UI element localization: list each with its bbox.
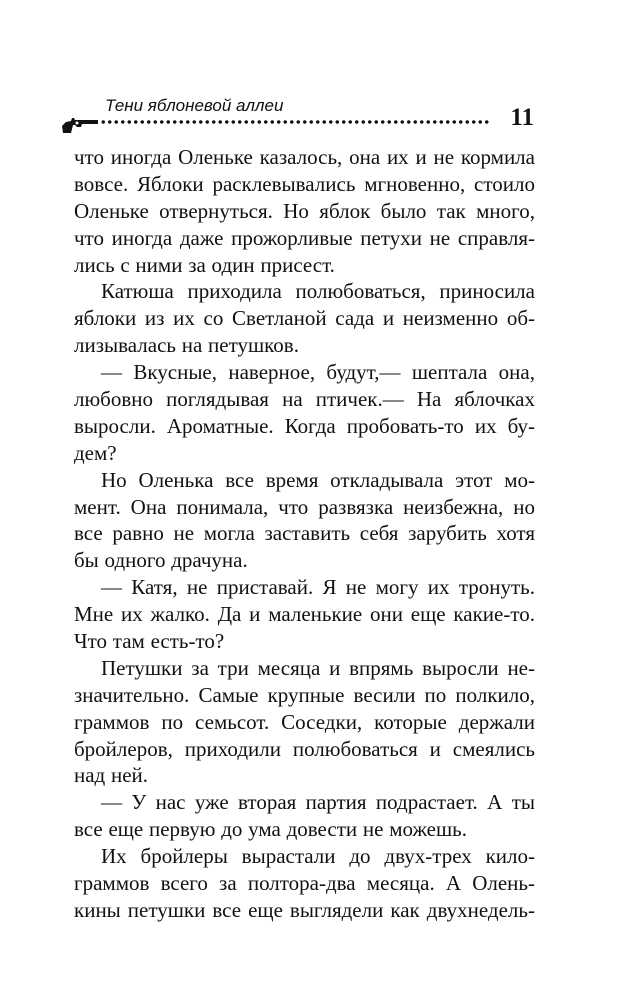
text-line: лись с ними за один присест.: [74, 252, 335, 277]
text-line: яблоки из их со Светланой сада и неизменно об-: [74, 306, 535, 331]
text-line: мент. Она понимала, что развязка неизбежна, но: [74, 494, 535, 519]
text-line: Но Оленька все время откладывала этот мо-: [101, 467, 535, 492]
dot-leader: [100, 118, 490, 126]
text-line: выросли. Ароматные. Когда пробовать-то их бу-: [74, 413, 535, 438]
text-line: Мне их жалко. Да и маленькие они еще какие-то.: [74, 602, 535, 627]
running-header: [60, 96, 534, 136]
text-line: Катюша приходила полюбоваться, приносила: [101, 279, 535, 304]
text-line: над ней.: [74, 763, 149, 788]
revolver-icon: [60, 112, 100, 134]
text-line: кины петушки все еще выглядели как двухнедель-: [74, 897, 535, 922]
text-line: лизывалась на петушков.: [74, 333, 299, 358]
text-line: Что там есть-то?: [74, 629, 225, 654]
text-line: любовно поглядывая на птичек.— На яблочках: [74, 387, 535, 412]
text-line: вовсе. Яблоки расклевывались мгновенно, стоило: [74, 171, 535, 196]
text-line: Их бройлеры вырастали до двух-трех кило-: [101, 844, 535, 869]
text-line: что иногда даже прожорливые петухи не справля-: [74, 225, 535, 250]
body-text: [74, 144, 535, 924]
text-line: что иногда Оленьке казалось, она их и не кормила: [74, 145, 535, 169]
text-line: бы одного драчуна.: [74, 548, 248, 573]
text-line: — У нас уже вторая партия подрастает. А ты: [101, 790, 535, 815]
text-line: все еще первую до ума довести не можешь.: [74, 817, 468, 842]
text-line: Петушки за три месяца и впрямь выросли не-: [101, 655, 535, 680]
text-line: граммов всего за полтора-два месяца. А Олень-: [74, 871, 535, 896]
text-line: все равно не могла заставить себя зарубить хотя: [74, 521, 535, 546]
text-line: значительно. Самые крупные весили по полкило,: [74, 682, 535, 707]
text-line: дем?: [74, 440, 117, 465]
page-number: 11: [510, 104, 534, 131]
text-line: бройлеров, приходили полюбоваться и смеялись: [74, 736, 535, 761]
running-title: Тени яблоневой аллеи: [105, 96, 284, 115]
text-line: — Вкусные, наверное, будут,— шептала она,: [101, 360, 535, 385]
text-line: граммов по семьсот. Соседки, которые держали: [74, 709, 535, 734]
text-line: — Катя, не приставай. Я не могу их тронуть.: [101, 575, 535, 600]
text-line: Оленьке отвернуться. Но яблок было так много,: [74, 198, 535, 223]
